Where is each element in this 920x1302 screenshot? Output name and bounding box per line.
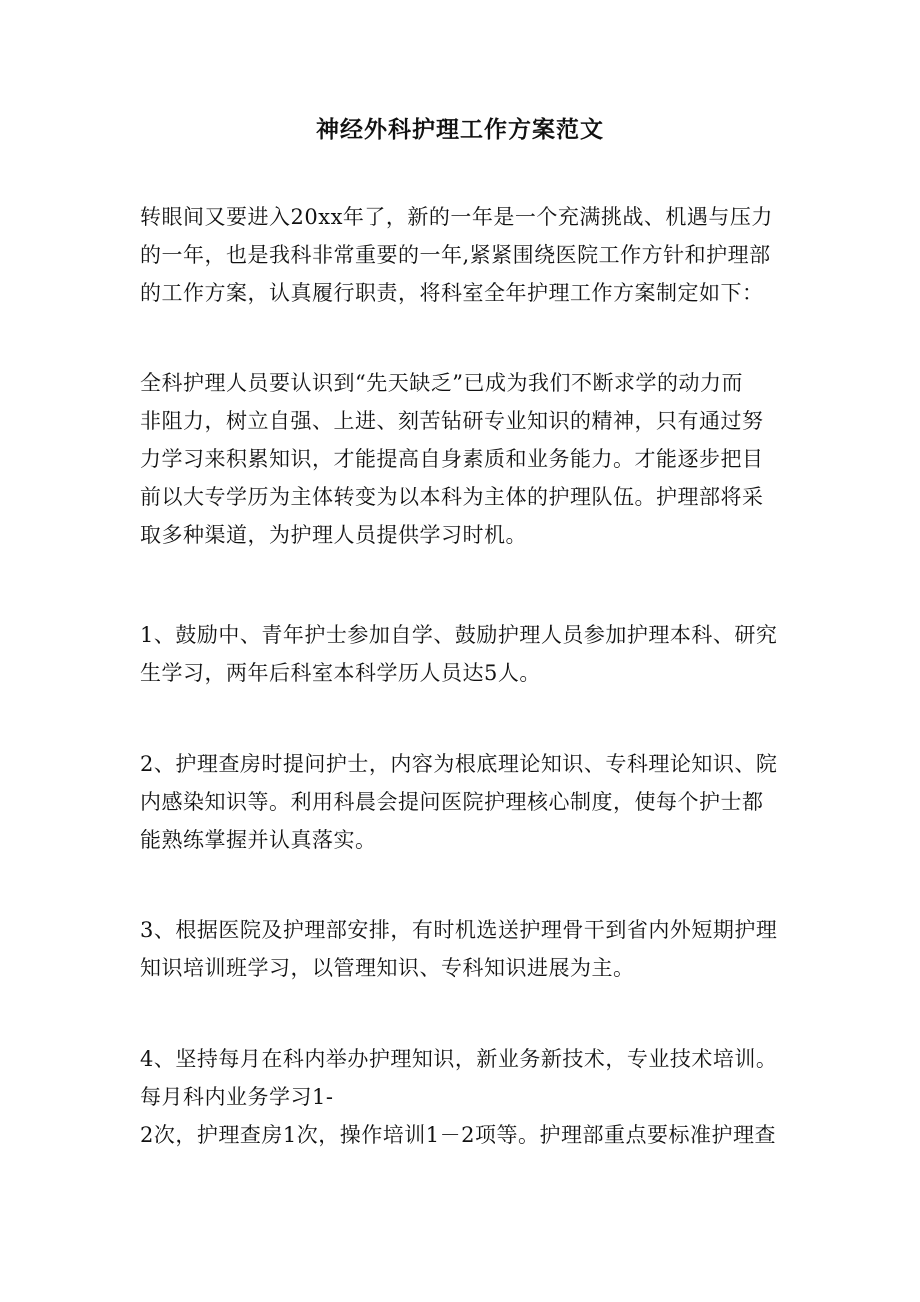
text-line: 2、护理查房时提问护士，内容为根底理论知识、专科理论知识、院 [140, 752, 778, 776]
text-line: 转眼间又要进入20xx年了，新的一年是一个充满挑战、机遇与压力 [140, 205, 773, 229]
text-line: 前以大专学历为主体转变为以本科为主体的护理队伍。护理部将采 [140, 485, 764, 509]
text-line: 3、根据医院及护理部安排，有时机选送护理骨干到省内外短期护理 [140, 918, 778, 942]
text-line: 力学习来积累知识，才能提高自身素质和业务能力。才能逐步把目 [140, 447, 764, 471]
paragraph-item-4 [140, 1040, 780, 1154]
text-line: 4、坚持每月在科内举办护理知识，新业务新技术，专业技术培训。 [140, 1047, 778, 1071]
text-line: 非阻力，树立自强、上进、刻苦钻研专业知识的精神，只有通过努 [140, 409, 764, 433]
text-line: 1、鼓励中、青年护士参加自学、鼓励护理人员参加护理本科、研究 [140, 623, 778, 647]
text-line: 的工作方案，认真履行职责，将科室全年护理工作方案制定如下： [140, 281, 764, 305]
paragraph-learning [140, 364, 780, 554]
text-line: 每月科内业务学习1- [140, 1085, 334, 1109]
text-line: 全科护理人员要认识到“先天缺乏”已成为我们不断求学的动力而 [140, 371, 743, 395]
text-line: 的一年，也是我科非常重要的一年,紧紧围绕医院工作方针和护理部 [140, 243, 771, 267]
text-line: 2次，护理查房1次，操作培训1－2项等。护理部重点要标准护理查 [140, 1123, 776, 1147]
paragraph-intro [140, 198, 780, 312]
text-line: 知识培训班学习，以管理知识、专科知识进展为主。 [140, 956, 635, 980]
paragraph-item-3 [140, 911, 780, 987]
text-line: 能熟练掌握并认真落实。 [140, 828, 377, 852]
text-line: 取多种渠道，为护理人员提供学习时机。 [140, 523, 527, 547]
paragraph-item-2 [140, 745, 780, 859]
text-line: 内感染知识等。利用科晨会提问医院护理核心制度，使每个护士都 [140, 790, 764, 814]
document-title: 神经外科护理工作方案范文 [316, 116, 604, 143]
text-line: 生学习，两年后科室本科学历人员达5人。 [140, 661, 541, 685]
paragraph-item-1 [140, 616, 780, 692]
